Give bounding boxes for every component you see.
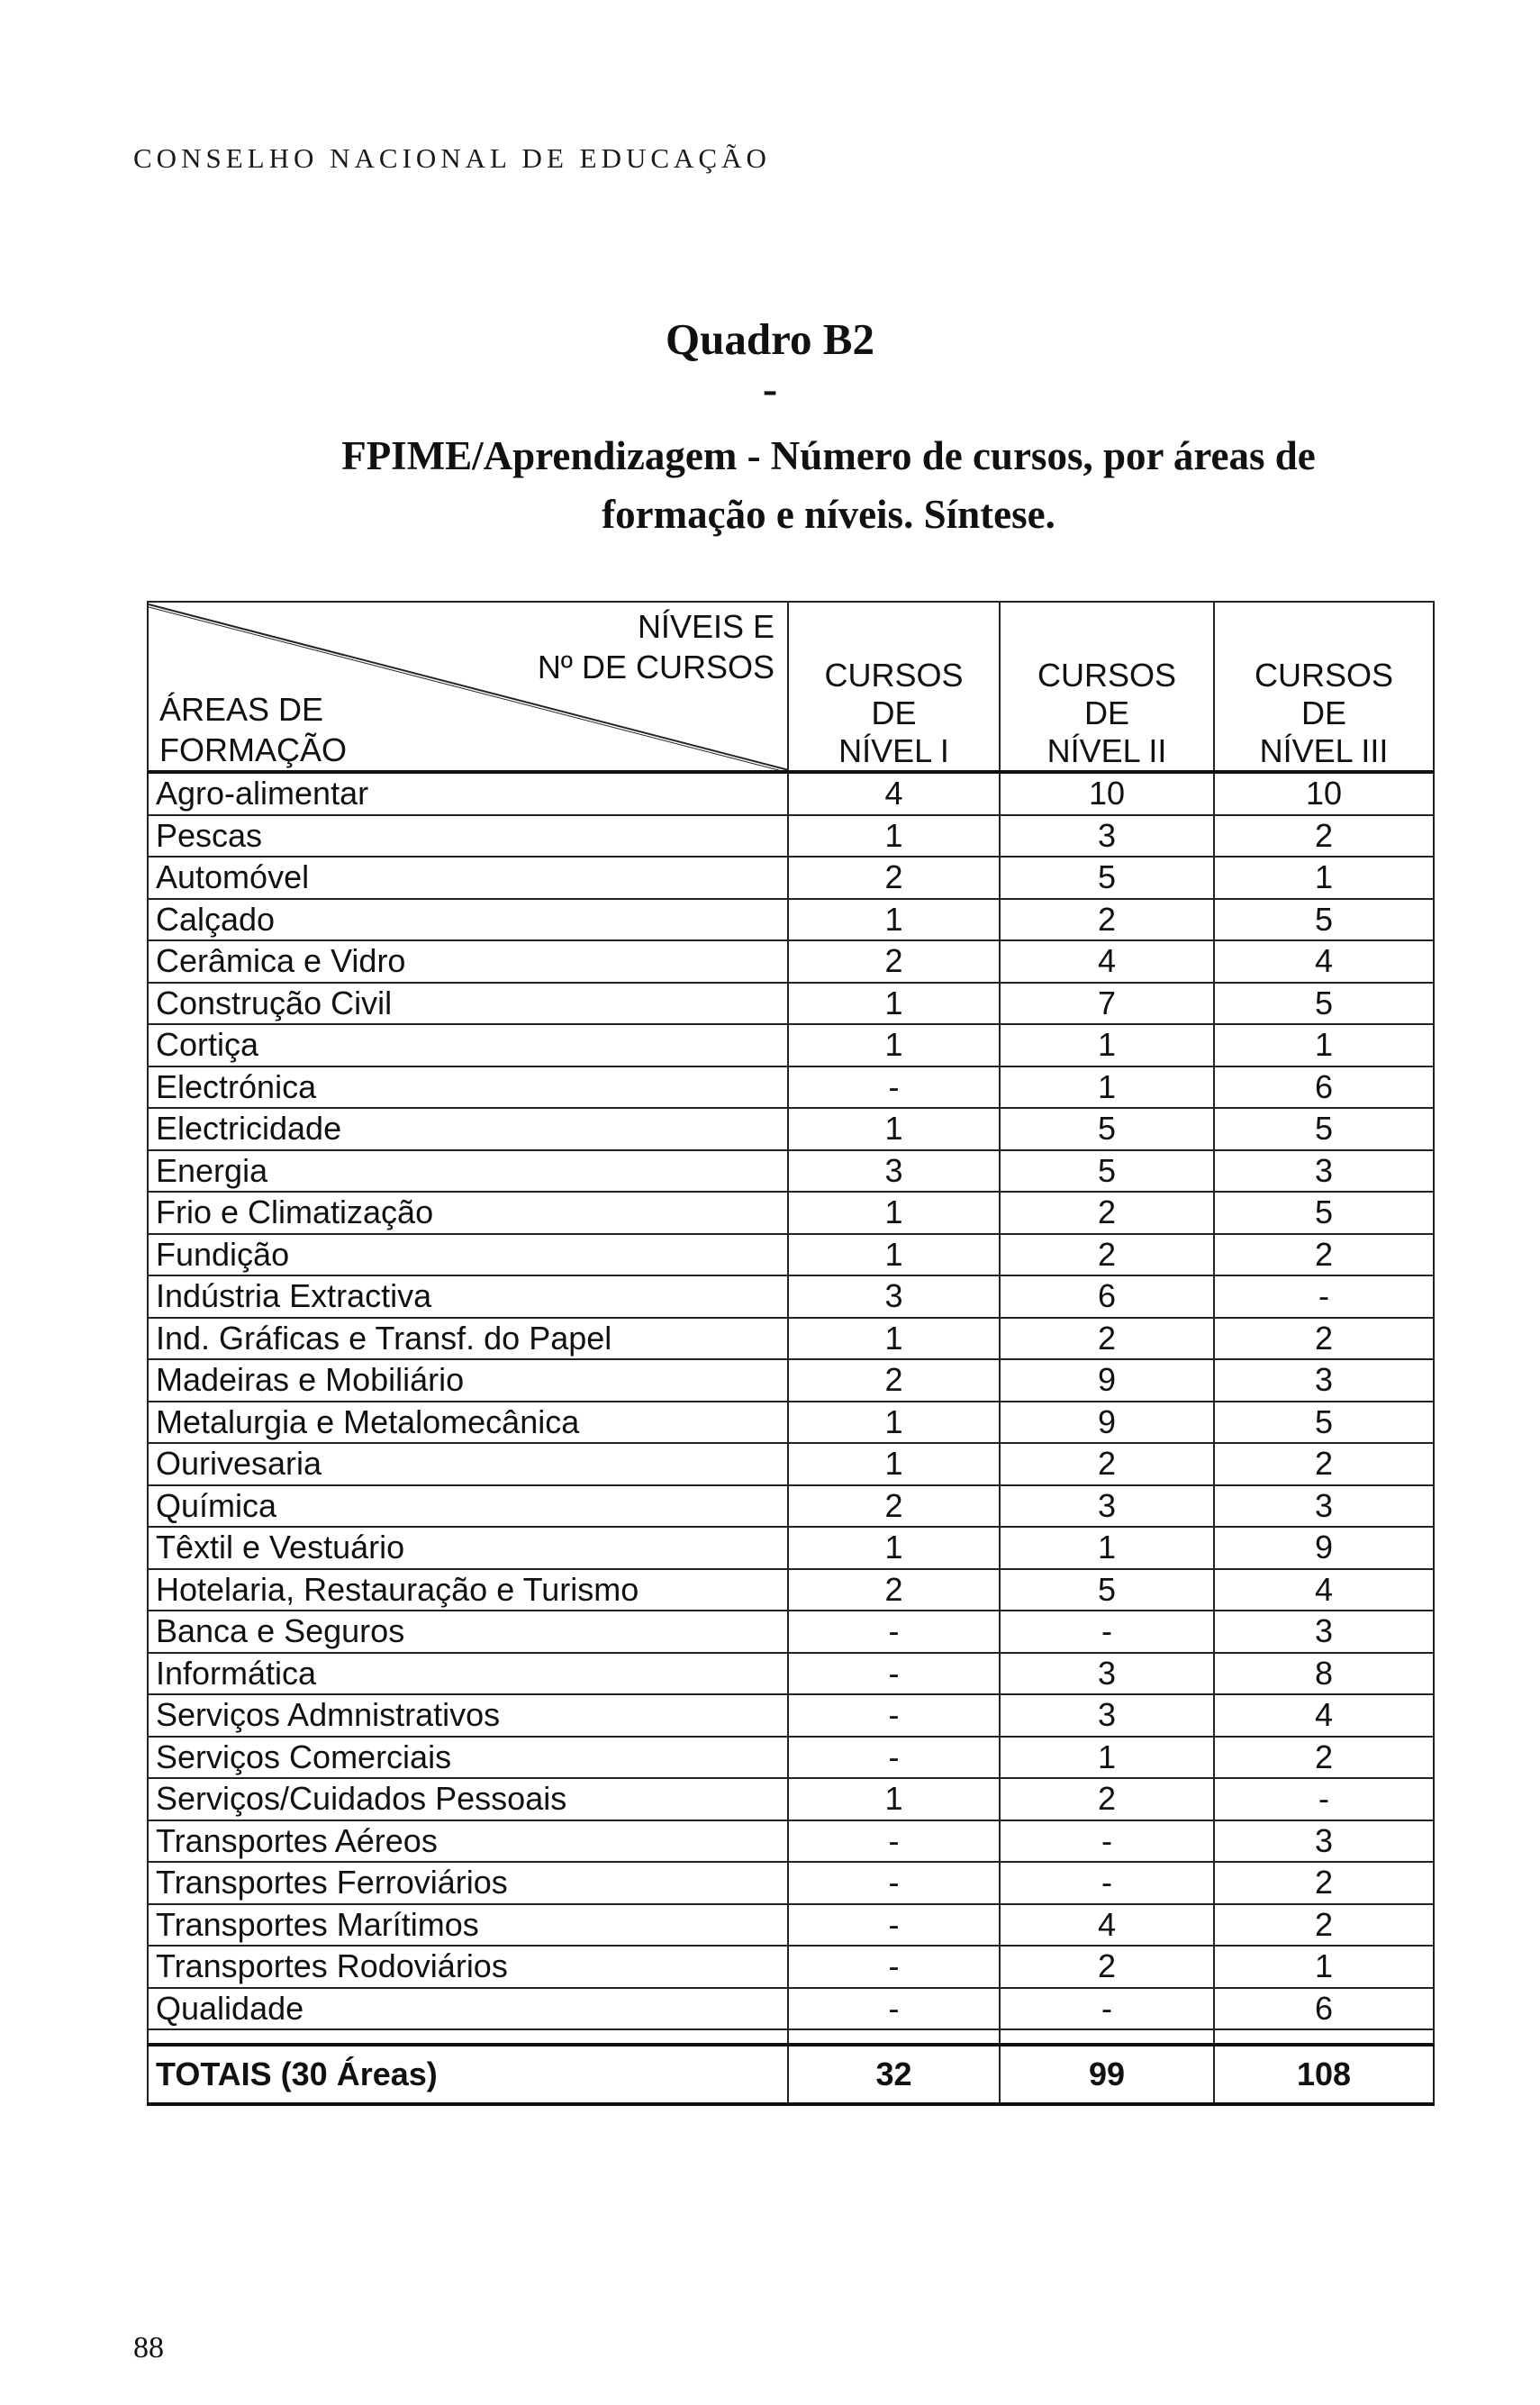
totals-row: [148, 2045, 1434, 2104]
table-row: [148, 1024, 1434, 1066]
level-2-cell: -: [1000, 1611, 1214, 1653]
corner-header-cell: [148, 602, 788, 772]
col3-line-2: DE: [1300, 694, 1346, 731]
column-header-level-3: [1214, 602, 1434, 772]
level-3-cell: 2: [1214, 1318, 1434, 1360]
area-cell: Fundição: [148, 1234, 788, 1276]
level-2-cell: 1: [1000, 1024, 1214, 1066]
area-cell: Automóvel: [148, 857, 788, 899]
level-3-cell: 1: [1214, 857, 1434, 899]
level-2-cell: 4: [1000, 1904, 1214, 1947]
table-row: [148, 1402, 1434, 1444]
level-2-cell: 3: [1000, 815, 1214, 858]
level-1-cell: 3: [788, 1150, 1000, 1193]
level-3-cell: 1: [1214, 1946, 1434, 1988]
running-header: CONSELHO NACIONAL DE EDUCAÇÃO: [133, 142, 771, 174]
table-subtitle-line-1: FPIME/Aprendizagem - Número de cursos, por áreas de: [341, 433, 1316, 478]
corner-bottom-line-2: FORMAÇÃO: [159, 731, 348, 768]
level-3-cell: 2: [1214, 1737, 1434, 1779]
table-row: [148, 1737, 1434, 1779]
area-cell: Serviços Comerciais: [148, 1737, 788, 1779]
table-header-row: [148, 602, 1434, 772]
level-2-cell: 5: [1000, 1150, 1214, 1193]
area-cell: Metalurgia e Metalomecânica: [148, 1402, 788, 1444]
corner-top-line-1: NÍVEIS E: [637, 608, 775, 645]
area-cell: Transportes Marítimos: [148, 1904, 788, 1947]
level-2-cell: 1: [1000, 1066, 1214, 1109]
level-1-cell: 1: [788, 1192, 1000, 1234]
col3-line-3: NÍVEL III: [1259, 732, 1389, 769]
level-2-cell: 3: [1000, 1694, 1214, 1737]
level-2-cell: 3: [1000, 1485, 1214, 1528]
table-row: [148, 1694, 1434, 1737]
col2-line-3: NÍVEL II: [1046, 732, 1167, 769]
level-1-cell: 4: [788, 772, 1000, 815]
courses-table: [147, 601, 1435, 2106]
area-cell: Serviços/Cuidados Pessoais: [148, 1778, 788, 1820]
table-row: [148, 1904, 1434, 1947]
area-cell: Construção Civil: [148, 983, 788, 1025]
level-3-cell: 3: [1214, 1820, 1434, 1863]
totals-label-cell: TOTAIS (30 Áreas): [148, 2045, 788, 2104]
area-cell: Têxtil e Vestuário: [148, 1527, 788, 1569]
level-1-cell: 1: [788, 1234, 1000, 1276]
area-cell: Banca e Seguros: [148, 1611, 788, 1653]
level-1-cell: -: [788, 1066, 1000, 1109]
table-row: [148, 1527, 1434, 1569]
area-cell: Electrónica: [148, 1066, 788, 1109]
level-1-cell: -: [788, 1694, 1000, 1737]
corner-label-areas: [159, 689, 347, 770]
table-row: [148, 899, 1434, 941]
table-row: [148, 1234, 1434, 1276]
table-row: [148, 1653, 1434, 1695]
level-2-cell: 10: [1000, 772, 1214, 815]
level-1-cell: -: [788, 1862, 1000, 1904]
area-cell: Serviços Admnistrativos: [148, 1694, 788, 1737]
col1-line-2: DE: [871, 694, 917, 731]
level-3-cell: 6: [1214, 1066, 1434, 1109]
col1-line-1: CURSOS: [824, 657, 964, 694]
level-3-cell: 3: [1214, 1485, 1434, 1528]
level-3-cell: 5: [1214, 1192, 1434, 1234]
area-cell: Calçado: [148, 899, 788, 941]
level-2-cell: 5: [1000, 1569, 1214, 1611]
table-row: [148, 815, 1434, 858]
area-cell: Frio e Climatização: [148, 1192, 788, 1234]
level-3-cell: 5: [1214, 1402, 1434, 1444]
level-2-cell: 7: [1000, 983, 1214, 1025]
table-row: [148, 1192, 1434, 1234]
area-cell: Transportes Rodoviários: [148, 1946, 788, 1988]
area-cell: Ourivesaria: [148, 1443, 788, 1485]
table-row: [148, 1988, 1434, 2030]
area-cell: Hotelaria, Restauração e Turismo: [148, 1569, 788, 1611]
title-separator: -: [762, 364, 778, 413]
table-row: [148, 983, 1434, 1025]
area-cell: Indústria Extractiva: [148, 1275, 788, 1318]
corner-top-line-2: Nº DE CURSOS: [537, 649, 775, 685]
table-row: [148, 1946, 1434, 1988]
column-header-level-1: [788, 602, 1000, 772]
level-1-cell: 1: [788, 1024, 1000, 1066]
level-2-cell: 2: [1000, 1234, 1214, 1276]
level-3-cell: 4: [1214, 1694, 1434, 1737]
table-row: [148, 1318, 1434, 1360]
level-3-cell: 3: [1214, 1150, 1434, 1193]
spacer-cell: [1214, 2029, 1434, 2045]
level-3-cell: 9: [1214, 1527, 1434, 1569]
level-2-cell: -: [1000, 1862, 1214, 1904]
table-row: [148, 772, 1434, 815]
level-2-cell: 2: [1000, 1192, 1214, 1234]
level-1-cell: 2: [788, 940, 1000, 983]
level-1-cell: 1: [788, 899, 1000, 941]
page-number: 88: [133, 2331, 164, 2364]
col2-line-2: DE: [1083, 694, 1129, 731]
level-3-cell: 3: [1214, 1611, 1434, 1653]
level-3-cell: -: [1214, 1275, 1434, 1318]
table-row: [148, 1611, 1434, 1653]
table-row: [148, 1778, 1434, 1820]
col1-line-3: NÍVEL I: [838, 732, 949, 769]
level-3-cell: 10: [1214, 772, 1434, 815]
table-row: [148, 940, 1434, 983]
level-3-cell: 2: [1214, 1234, 1434, 1276]
level-3-cell: 3: [1214, 1359, 1434, 1402]
level-2-cell: 2: [1000, 1443, 1214, 1485]
level-2-cell: 1: [1000, 1737, 1214, 1779]
level-3-cell: 4: [1214, 940, 1434, 983]
level-1-cell: 2: [788, 1359, 1000, 1402]
area-cell: Química: [148, 1485, 788, 1528]
table-row: [148, 1108, 1434, 1150]
table-row: [148, 1066, 1434, 1109]
table-row: [148, 1150, 1434, 1193]
table-row: [148, 1569, 1434, 1611]
level-3-cell: 2: [1214, 1862, 1434, 1904]
level-3-cell: 5: [1214, 983, 1434, 1025]
level-2-cell: 3: [1000, 1653, 1214, 1695]
col3-line-1: CURSOS: [1254, 657, 1394, 694]
table-row: [148, 857, 1434, 899]
spacer-cell: [148, 2029, 788, 2045]
level-1-cell: -: [788, 1737, 1000, 1779]
area-cell: Electricidade: [148, 1108, 788, 1150]
level-1-cell: 1: [788, 1527, 1000, 1569]
level-3-cell: 6: [1214, 1988, 1434, 2030]
spacer-cell: [1000, 2029, 1214, 2045]
area-cell: Agro-alimentar: [148, 772, 788, 815]
level-1-cell: -: [788, 1653, 1000, 1695]
level-3-cell: 4: [1214, 1569, 1434, 1611]
level-2-cell: -: [1000, 1988, 1214, 2030]
level-2-cell: 5: [1000, 857, 1214, 899]
level-2-cell: 2: [1000, 1946, 1214, 1988]
level-3-cell: 5: [1214, 899, 1434, 941]
level-1-cell: 1: [788, 1318, 1000, 1360]
level-1-cell: -: [788, 1611, 1000, 1653]
area-cell: Cerâmica e Vidro: [148, 940, 788, 983]
table-row: [148, 1862, 1434, 1904]
area-cell: Transportes Ferroviários: [148, 1862, 788, 1904]
area-cell: Qualidade: [148, 1988, 788, 2030]
level-2-cell: 9: [1000, 1402, 1214, 1444]
level-3-cell: 1: [1214, 1024, 1434, 1066]
area-cell: Energia: [148, 1150, 788, 1193]
area-cell: Madeiras e Mobiliário: [148, 1359, 788, 1402]
level-3-cell: -: [1214, 1778, 1434, 1820]
level-1-cell: 1: [788, 1443, 1000, 1485]
level-1-cell: -: [788, 1820, 1000, 1863]
level-1-cell: 2: [788, 1569, 1000, 1611]
column-header-level-2: [1000, 602, 1214, 772]
totals-level-3-cell: 108: [1214, 2045, 1434, 2104]
level-1-cell: 1: [788, 1402, 1000, 1444]
level-3-cell: 8: [1214, 1653, 1434, 1695]
level-2-cell: 1: [1000, 1527, 1214, 1569]
area-cell: Pescas: [148, 815, 788, 858]
level-2-cell: 2: [1000, 899, 1214, 941]
level-3-cell: 2: [1214, 1904, 1434, 1947]
level-1-cell: 1: [788, 983, 1000, 1025]
level-2-cell: 6: [1000, 1275, 1214, 1318]
level-2-cell: -: [1000, 1820, 1214, 1863]
totals-level-1-cell: 32: [788, 2045, 1000, 2104]
level-1-cell: 1: [788, 815, 1000, 858]
level-1-cell: 1: [788, 1778, 1000, 1820]
level-1-cell: -: [788, 1946, 1000, 1988]
level-3-cell: 5: [1214, 1108, 1434, 1150]
spacer-cell: [788, 2029, 1000, 2045]
level-1-cell: 2: [788, 857, 1000, 899]
corner-label-levels: [538, 606, 775, 687]
level-2-cell: 4: [1000, 940, 1214, 983]
table-title: Quadro B2: [666, 314, 874, 364]
table-row: [148, 1820, 1434, 1863]
totals-level-2-cell: 99: [1000, 2045, 1214, 2104]
corner-bottom-line-1: ÁREAS DE: [159, 691, 324, 728]
table-row: [148, 1275, 1434, 1318]
level-2-cell: 5: [1000, 1108, 1214, 1150]
table-spacer-row: [148, 2029, 1434, 2045]
table-subtitle-line-2: formação e níveis. Síntese.: [602, 492, 1055, 537]
level-1-cell: 1: [788, 1108, 1000, 1150]
level-3-cell: 2: [1214, 1443, 1434, 1485]
level-3-cell: 2: [1214, 815, 1434, 858]
level-2-cell: 9: [1000, 1359, 1214, 1402]
level-1-cell: -: [788, 1904, 1000, 1947]
area-cell: Ind. Gráficas e Transf. do Papel: [148, 1318, 788, 1360]
level-2-cell: 2: [1000, 1778, 1214, 1820]
area-cell: Transportes Aéreos: [148, 1820, 788, 1863]
col2-line-1: CURSOS: [1037, 657, 1177, 694]
level-1-cell: 3: [788, 1275, 1000, 1318]
table-row: [148, 1359, 1434, 1402]
table-row: [148, 1443, 1434, 1485]
level-1-cell: -: [788, 1988, 1000, 2030]
area-cell: Cortiça: [148, 1024, 788, 1066]
level-2-cell: 2: [1000, 1318, 1214, 1360]
table-row: [148, 1485, 1434, 1528]
area-cell: Informática: [148, 1653, 788, 1695]
level-1-cell: 2: [788, 1485, 1000, 1528]
